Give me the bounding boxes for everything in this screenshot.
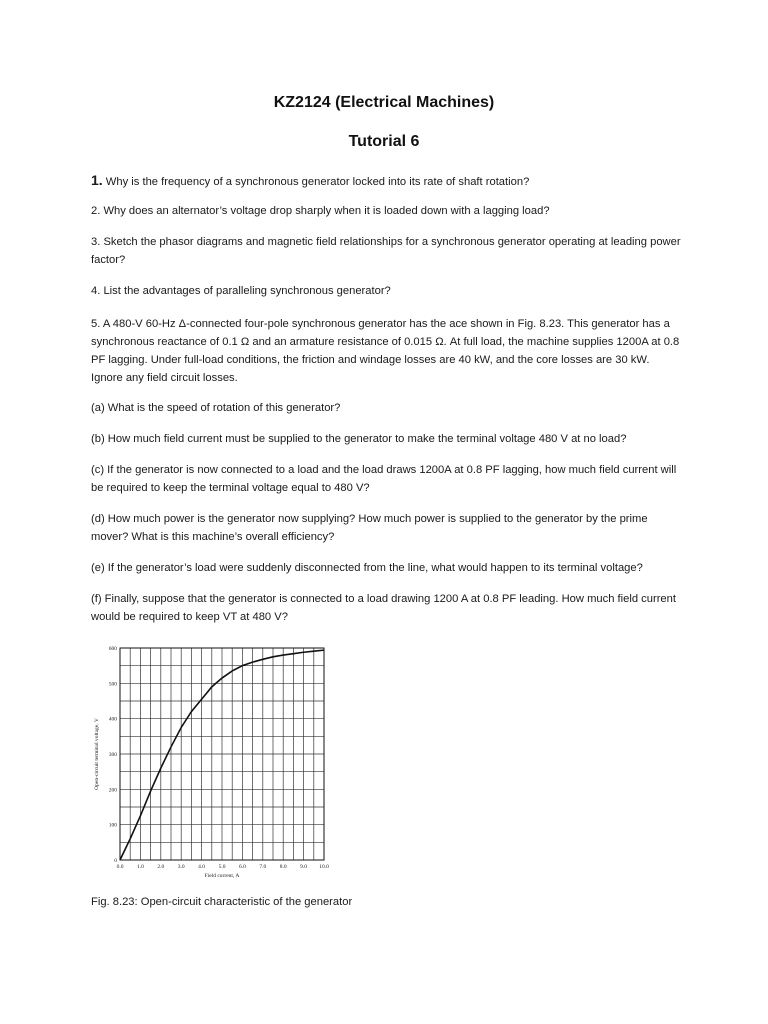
chart-x-tick-label: 8.0 [279, 864, 287, 870]
question-1-text: Why is the frequency of a synchronous generator locked into its rate of shaft rotation? [102, 176, 530, 188]
chart-y-tick-label: 300 [108, 752, 117, 758]
question-3: 3. Sketch the phasor diagrams and magnetic field relationships for a synchronous generator operating at leading power factor? [91, 236, 681, 266]
chart-grid [120, 648, 324, 860]
question-5e: (e) If the generator’s load were suddenly disconnected from the line, what would happen to its terminal voltage? [91, 562, 643, 574]
figure-caption: Fig. 8.23: Open-circuit characteristic of the generator [91, 896, 353, 908]
chart-x-tick-label: 4.0 [198, 864, 206, 870]
question-1-number: 1. [91, 172, 103, 188]
question-5c: (c) If the generator is now connected to a load and the load draws 1200A at 0.8 PF lagging, how much field current will be required to keep the terminal voltage equal to 480 V? [91, 464, 677, 494]
question-5: 5. A 480-V 60-Hz Δ-connected four-pole synchronous generator has the ace shown in Fig. 8.23. This generator has a synchronous reactance of 0.1 Ω and an armature resistance of 0.015 Ω. At full load, the machine supplies 1200A at 0.8 PF lagging. Under full-load conditions, the friction and windage losses are 40 kW, and the core losses are 30 kW. Ignore any field circuit losses. [91, 318, 680, 384]
chart-y-tick-label: 0 [114, 858, 117, 864]
chart-x-tick-label: 1.0 [136, 864, 144, 870]
chart-x-tick-label: 2.0 [157, 864, 165, 870]
chart-y-tick-label: 600 [108, 646, 117, 652]
document-subtitle: Tutorial 6 [348, 133, 420, 150]
chart-y-axis-label: Open-circuit terminal voltage, V [94, 718, 100, 790]
chart-y-tick-label: 500 [108, 681, 117, 688]
question-5f: (f) Finally, suppose that the generator is connected to a load drawing 1200 A at 0.8 PF leading. How much field current would be required to keep VT at 480 V? [91, 593, 676, 623]
question-5a: (a) What is the speed of rotation of this generator? [91, 402, 341, 414]
chart-y-tick-label: 400 [108, 716, 117, 723]
question-5d: (d) How much power is the generator now supplying? How much power is supplied to the generator by the prime mover? What is this machine’s overall efficiency? [91, 513, 648, 543]
question-1 [91, 171, 681, 191]
chart-x-axis-label: Field current, A [204, 873, 240, 879]
chart-svg [84, 636, 344, 884]
chart-y-tick-label: 100 [108, 822, 117, 829]
chart-x-tick-label: 3.0 [177, 864, 185, 870]
chart-x-tick-label: 0.0 [116, 864, 124, 870]
chart-x-tick-label: 6.0 [238, 864, 246, 870]
chart-x-tick-label: 9.0 [300, 864, 308, 870]
document-title: KZ2124 (Electrical Machines) [273, 94, 495, 111]
chart-y-tick-label: 200 [108, 787, 117, 794]
question-4: 4. List the advantages of paralleling synchronous generator? [91, 285, 391, 297]
chart-x-tick-label: 7.0 [259, 864, 267, 870]
question-2: 2. Why does an alternator’s voltage drop sharply when it is loaded down with a lagging load? [91, 205, 550, 217]
chart-x-tick-label: 5.0 [218, 864, 226, 870]
question-5b: (b) How much field current must be supplied to the generator to make the terminal voltage 480 V at no load? [91, 433, 627, 445]
open-circuit-characteristic-chart [84, 636, 344, 884]
chart-ticks [109, 646, 329, 870]
chart-x-tick-label: 10.0 [319, 864, 329, 870]
